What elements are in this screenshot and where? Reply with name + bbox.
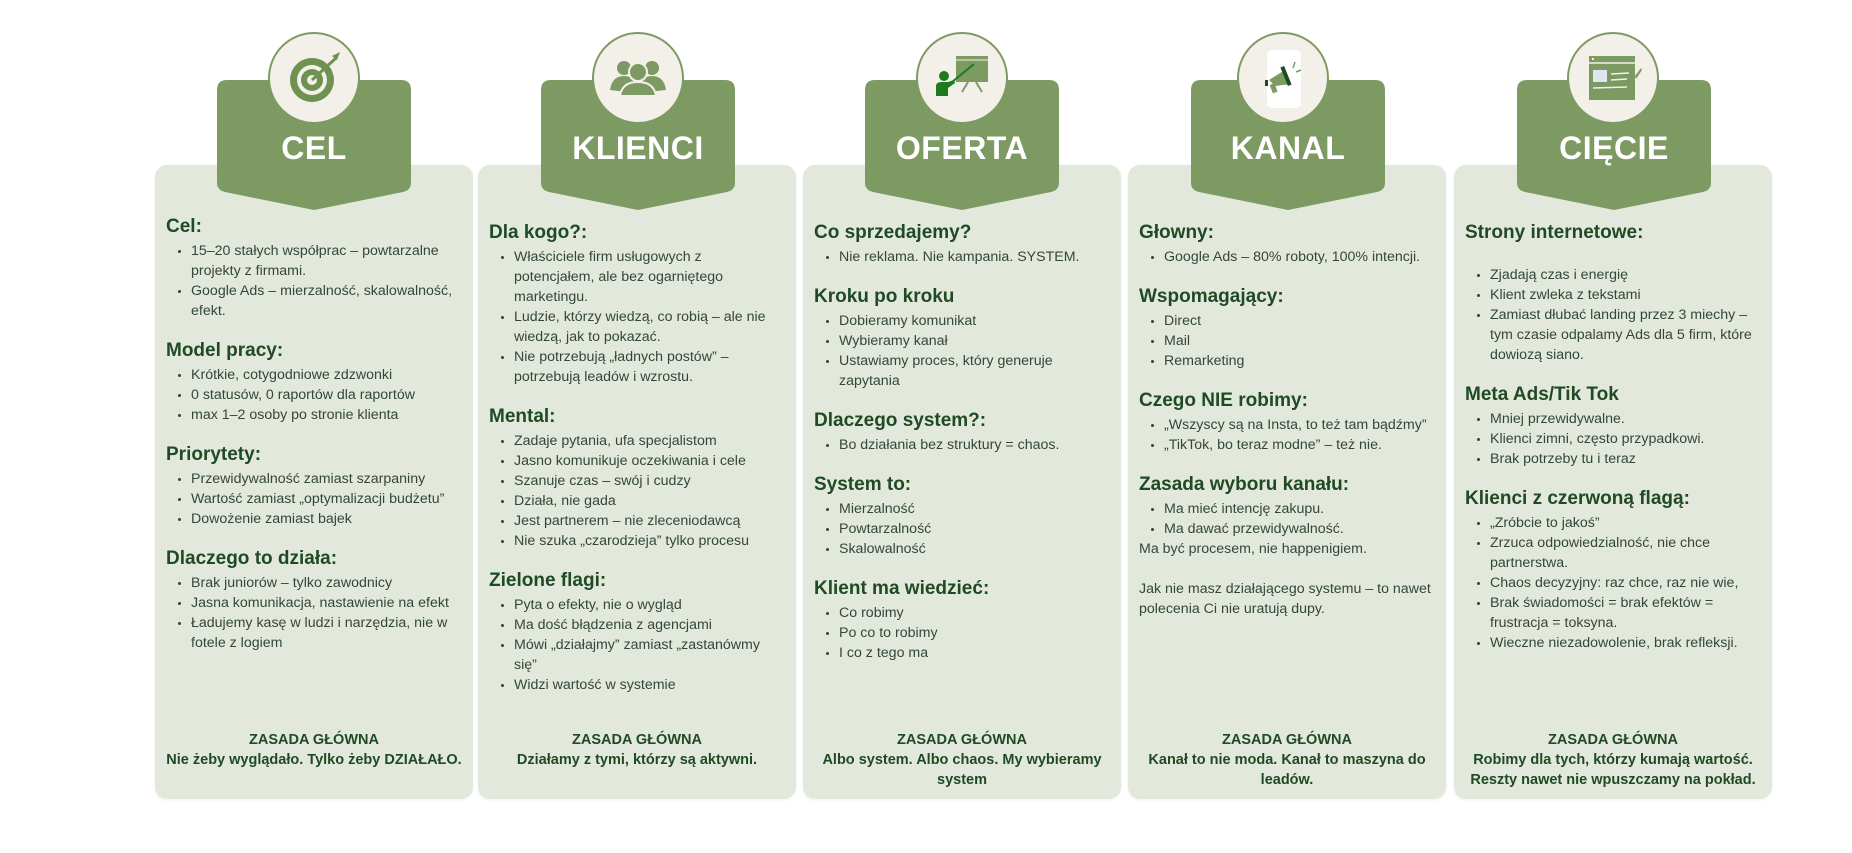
section-system-to (814, 473, 1111, 559)
list-item: • Jest partnerem – nie zleceniodawcą (514, 511, 786, 531)
list-item: • Jasno komunikuje oczekiwania i cele (514, 451, 786, 471)
section-heading: Priorytety: (166, 444, 262, 465)
main-rule-label: ZASADA GŁÓWNA (897, 732, 1027, 748)
section-heading: System to: (814, 474, 912, 495)
card-cel (155, 165, 473, 799)
note-text: Ma być procesem, nie happenigiem. (1139, 541, 1367, 557)
list-item: • Zjadają czas i energię (1490, 265, 1762, 285)
main-rule-label: ZASADA GŁÓWNA (1548, 732, 1678, 748)
section-dlaczego-system (814, 409, 1111, 455)
list-item: • Dowożenie zamiast bajek (191, 509, 463, 529)
list-item: • Brak świadomości = brak efektów = frustracja = toksyna. (1490, 593, 1762, 633)
section-meta-ads-tiktok (1465, 383, 1762, 469)
list-item: • „Wszyscy są na Insta, to też tam bądźmy” (1164, 415, 1436, 435)
section-heading: Czego NIE robimy: (1139, 390, 1308, 411)
presentation-board-icon (916, 32, 1008, 124)
list-item: • Co robimy (839, 603, 1111, 623)
megaphone-phone-icon (1237, 32, 1329, 124)
list-item: • Mniej przewidywalne. (1490, 409, 1762, 429)
list-item: • Bo działania bez struktury = chaos. (839, 435, 1111, 455)
list-item: • „Zróbcie to jakoś” (1490, 513, 1762, 533)
list-item: • Pyta o efekty, nie o wygląd (514, 595, 786, 615)
card-oferta (803, 165, 1121, 799)
list-item: • Mówi „działajmy” zamiast „zastanówmy się” (514, 635, 786, 675)
section-heading: Strony internetowe: (1465, 222, 1644, 243)
list-item: • Remarketing (1164, 351, 1436, 371)
section-model-pracy (166, 339, 463, 425)
section-heading: Model pracy: (166, 340, 284, 361)
list-item: • „TikTok, bo teraz modne” – też nie. (1164, 435, 1436, 455)
section-czego-nie-robimy (1139, 389, 1436, 455)
list-item: • Zadaje pytania, ufa specjalistom (514, 431, 786, 451)
list-item: • Właściciele firm usługowych z potencjałem, ale bez ogarniętego marketingu. (514, 247, 786, 307)
section-glowny (1139, 221, 1436, 267)
list-item: • Ładujemy kasę w ludzi i narzędzia, nie w fotele z logiem (191, 613, 463, 653)
section-dlaczego-to-dziala (166, 547, 463, 653)
list-item: • Po co to robimy (839, 623, 1111, 643)
list-item: • Nie potrzebują „ładnych postów” – potrzebują leadów i wzrostu. (514, 347, 786, 387)
main-rule (1460, 730, 1766, 790)
section-klient-ma-wiedziec (814, 577, 1111, 663)
main-rule-text: Kanał to nie moda. Kanał to maszyna do leadów. (1148, 752, 1426, 788)
section-heading: Dlaczego system?: (814, 410, 987, 431)
section-cel (166, 215, 463, 321)
list-item: • Wieczne niezadowolenie, brak refleksji. (1490, 633, 1762, 653)
spacer (1139, 559, 1436, 579)
list-item: • Wybieramy kanał (839, 331, 1111, 351)
list-item: • I co z tego ma (839, 643, 1111, 663)
section-heading: Kroku po kroku (814, 286, 955, 307)
list-item: • Jasna komunikacja, nastawienie na efekt (191, 593, 463, 613)
main-rule-text: Robimy dla tych, którzy kumają wartość. Reszty nawet nie wpuszczamy na pokład. (1470, 752, 1756, 788)
list-item: • Dobieramy komunikat (839, 311, 1111, 331)
list-item: • Brak potrzeby tu i teraz (1490, 449, 1762, 469)
section-zasada-wyboru-kanalu (1139, 473, 1436, 619)
list-item: • Mail (1164, 331, 1436, 351)
list-item: • max 1–2 osoby po stronie klienta (191, 405, 463, 425)
card-kanal (1128, 165, 1446, 799)
card-klienci (478, 165, 796, 799)
list-item: • Wartość zamiast „optymalizacji budżetu” (191, 489, 463, 509)
webpage-layout-icon (1567, 32, 1659, 124)
list-item: • Google Ads – 80% roboty, 100% intencji. (1164, 247, 1436, 267)
column-title: CEL (281, 130, 347, 166)
list-item: • Skalowalność (839, 539, 1111, 559)
main-rule-label: ZASADA GŁÓWNA (1222, 732, 1352, 748)
section-heading: Dlaczego to działa: (166, 548, 338, 569)
list-item: • Ma dość błądzenia z agencjami (514, 615, 786, 635)
target-arrow-icon (268, 32, 360, 124)
section-heading: Co sprzedajemy? (814, 222, 972, 243)
list-item: • Nie szuka „czarodzieja” tylko procesu (514, 531, 786, 551)
list-item: • Brak juniorów – tylko zawodnicy (191, 573, 463, 593)
section-dla-kogo (489, 221, 786, 387)
section-wspomagajacy (1139, 285, 1436, 371)
main-rule-label: ZASADA GŁÓWNA (572, 732, 702, 748)
card-ciecie (1454, 165, 1772, 799)
section-heading: Mental: (489, 406, 556, 427)
section-co-sprzedajemy (814, 221, 1111, 267)
section-mental (489, 405, 786, 551)
section-heading: Głowny: (1139, 222, 1214, 243)
section-heading: Meta Ads/Tik Tok (1465, 384, 1619, 405)
main-rule (484, 730, 790, 770)
list-item: • Mierzalność (839, 499, 1111, 519)
column-title: KLIENCI (572, 130, 704, 166)
main-rule-text: Działamy z tymi, którzy są aktywni. (516, 752, 758, 768)
section-klienci-z-czerwona-flaga (1465, 487, 1762, 653)
list-item: • Ustawiamy proces, który generuje zapytania (839, 351, 1111, 391)
list-item: • Zrzuca odpowiedzialność, nie chce partnerstwa. (1490, 533, 1762, 573)
column-title: KANAL (1230, 130, 1346, 166)
list-item: • Działa, nie gada (514, 491, 786, 511)
section-strony-internetowe (1465, 221, 1762, 365)
column-title: CIĘCIE (1559, 130, 1669, 166)
note-text: Jak nie masz działającego systemu – to nawet polecenia Ci nie uratują dupy. (1139, 581, 1431, 617)
section-priorytety (166, 443, 463, 529)
main-rule (809, 730, 1115, 790)
list-item: • Powtarzalność (839, 519, 1111, 539)
list-item: • Ma dawać przewidywalność. (1164, 519, 1436, 539)
section-kroku-po-kroku (814, 285, 1111, 391)
list-item: • Klient zwleka z tekstami (1490, 285, 1762, 305)
column-title: OFERTA (895, 130, 1029, 166)
list-item: • Direct (1164, 311, 1436, 331)
main-rule-text: Albo system. Albo chaos. My wybieramy system (822, 752, 1102, 788)
list-item: • Widzi wartość w systemie (514, 675, 786, 695)
list-item: • Krótkie, cotygodniowe zdzwonki (191, 365, 463, 385)
list-item: • Google Ads – mierzalność, skalowalność, efekt. (191, 281, 463, 321)
people-group-icon (592, 32, 684, 124)
section-heading: Dla kogo?: (489, 222, 588, 243)
section-zielone-flagi (489, 569, 786, 695)
list-item: • Nie reklama. Nie kampania. SYSTEM. (839, 247, 1111, 267)
section-heading: Wspomagający: (1139, 286, 1284, 307)
list-item: • Przewidywalność zamiast szarpaniny (191, 469, 463, 489)
main-rule (1134, 730, 1440, 790)
main-rule-label: ZASADA GŁÓWNA (249, 732, 379, 748)
list-item: • 0 statusów, 0 raportów dla raportów (191, 385, 463, 405)
list-item: • Ludzie, którzy wiedzą, co robią – ale nie wiedzą, jak to pokazać. (514, 307, 786, 347)
list-item: • Szanuje czas – swój i cudzy (514, 471, 786, 491)
main-rule-text: Nie żeby wyglądało. Tylko żeby DZIAŁAŁO. (166, 752, 462, 768)
list-item: • Zamiast dłubać landing przez 3 miechy – tym czasie odpalamy Ads dla 5 firm, które dowiozą siano. (1490, 305, 1762, 365)
list-item: • Klienci zimni, często przypadkowi. (1490, 429, 1762, 449)
section-heading: Klient ma wiedzieć: (814, 578, 990, 599)
list-item: • Chaos decyzyjny: raz chce, raz nie wie, (1490, 573, 1762, 593)
list-item: • Ma mieć intencję zakupu. (1164, 499, 1436, 519)
section-heading: Cel: (166, 216, 202, 237)
list-item: • 15–20 stałych współprac – powtarzalne projekty z firmami. (191, 241, 463, 281)
main-rule (161, 730, 467, 770)
section-heading: Klienci z czerwoną flagą: (1465, 488, 1690, 509)
section-heading: Zielone flagi: (489, 570, 607, 591)
section-heading: Zasada wyboru kanału: (1139, 474, 1350, 495)
